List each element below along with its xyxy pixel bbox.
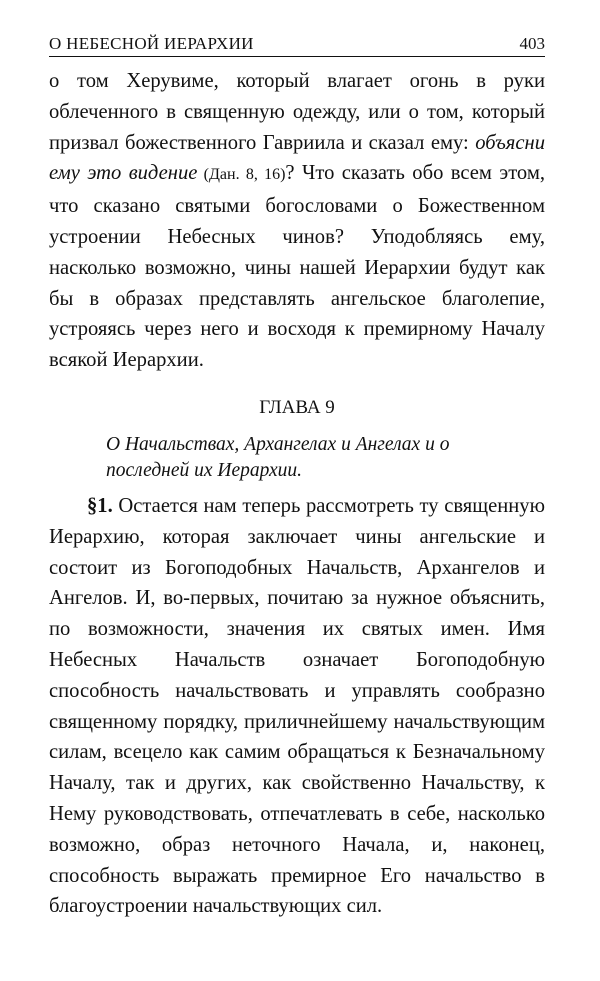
section-1-text: Остается нам теперь рассмотреть ту священную Иерархию, которая заключает чины ангельские и состоит из Богоподобных Начальств, Архангелов и Ангелов. И, во-первых, почитаю за нужное объяснить, по возможности, значения их святых имен. Имя Небесных Начальств означает Богоподобную способность начальствовать и управлять сообразно священному порядку, приличнейшему начальствующим силам, всецело как самим обращаться к Безначальному Началу, так и других, как свойственно Начальству, к Нему руководствовать, отпечатлевать в себе, насколько возможно, образ неточного Начала, и, наконец, способность выражать премирное Его начальство в благоустроении начальствующих сил. bbox=[49, 495, 545, 918]
section-1-paragraph bbox=[49, 491, 545, 922]
chapter-heading: ГЛАВА 9 bbox=[259, 397, 335, 418]
running-title: О НЕБЕСНОЙ ИЕРАРХИИ bbox=[49, 34, 254, 53]
scripture-quote: объясни ему это видение bbox=[49, 131, 545, 185]
chapter-subtitle: О Начальствах, Архангелах и Ангелах и о последней их Иерархии. bbox=[106, 434, 450, 481]
scripture-reference: (Дан. 8, 16) bbox=[197, 166, 286, 184]
running-head bbox=[49, 28, 545, 54]
continued-paragraph bbox=[49, 66, 545, 376]
header-rule bbox=[49, 56, 545, 57]
paragraph-text-before-quote: о том Херувиме, который влагает огонь в руки облеченного в священную одежду, или о том, который призвал божественного Гавриила и сказал ему: bbox=[49, 70, 545, 154]
paragraph-text-after-quote: ? Что сказать обо всем этом, что сказано святыми богословами о Божественном устроении Небесных чинов? Уподобляясь ему, насколько возможно, чины нашей Иерархии будут как бы в образах представлять ангельское благолепие, устрояясь через него и восходя к премирному Началу всякой Иерархии. bbox=[49, 162, 546, 372]
section-marker: §1. bbox=[87, 495, 113, 517]
page-number: 403 bbox=[519, 34, 545, 53]
